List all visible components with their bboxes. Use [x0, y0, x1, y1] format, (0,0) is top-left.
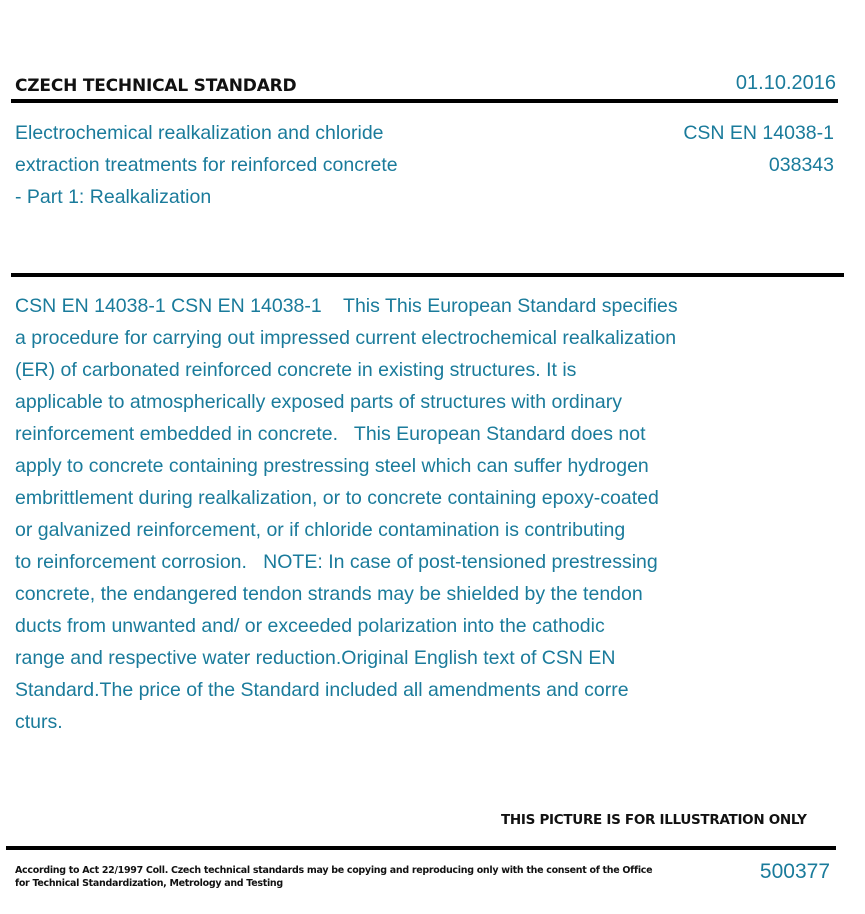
footer-divider [6, 846, 836, 850]
standard-code: CSN EN 14038-1 [683, 122, 834, 144]
description-line: to reinforcement corrosion. NOTE: In case of post-tensioned prestressing [15, 551, 658, 573]
description-line: apply to concrete containing prestressing steel which can suffer hydrogen [15, 455, 649, 477]
standard-description [15, 290, 755, 738]
standard-header-title: CZECH TECHNICAL STANDARD [15, 76, 297, 96]
document-codes [683, 117, 834, 181]
document-title-line: extraction treatments for reinforced concrete [15, 154, 398, 176]
description-line: embrittlement during realkalization, or to concrete containing epoxy-coated [15, 487, 659, 509]
description-line: a procedure for carrying out impressed current electrochemical realkalization [15, 327, 677, 349]
description-line: Standard.The price of the Standard included all amendments and corre [15, 679, 629, 701]
description-line: reinforcement embedded in concrete. This European Standard does not [15, 423, 646, 445]
illustration-disclaimer: THIS PICTURE IS FOR ILLUSTRATION ONLY [501, 812, 807, 828]
description-line: concrete, the endangered tendon strands may be shielded by the tendon [15, 583, 643, 605]
description-line: applicable to atmospherically exposed parts of structures with ordinary [15, 391, 622, 413]
legal-notice-line: According to Act 22/1997 Coll. Czech technical standards may be copying and reproducing only with the consent of the Office [15, 865, 653, 876]
footer-document-number: 500377 [759, 860, 830, 883]
catalog-number: 038343 [768, 154, 834, 176]
legal-notice [15, 864, 652, 890]
document-title-line: - Part 1: Realkalization [15, 186, 212, 208]
description-line: range and respective water reduction.Original English text of CSN EN [15, 647, 616, 669]
header-divider [11, 99, 838, 103]
publication-date: 01.10.2016 [735, 72, 836, 94]
legal-notice-line: for Technical Standardization, Metrology and Testing [15, 878, 283, 889]
description-line: or galvanized reinforcement, or if chloride contamination is contributing [15, 519, 626, 541]
description-line: CSN EN 14038-1 CSN EN 14038-1 This This European Standard specifies [15, 295, 678, 317]
title-divider [11, 273, 844, 277]
document-title [15, 117, 398, 213]
description-line: (ER) of carbonated reinforced concrete in existing structures. It is [15, 359, 577, 381]
document-title-line: Electrochemical realkalization and chloride [15, 122, 384, 144]
description-line: cturs. [15, 711, 63, 733]
description-line: ducts from unwanted and/ or exceeded polarization into the cathodic [15, 615, 605, 637]
